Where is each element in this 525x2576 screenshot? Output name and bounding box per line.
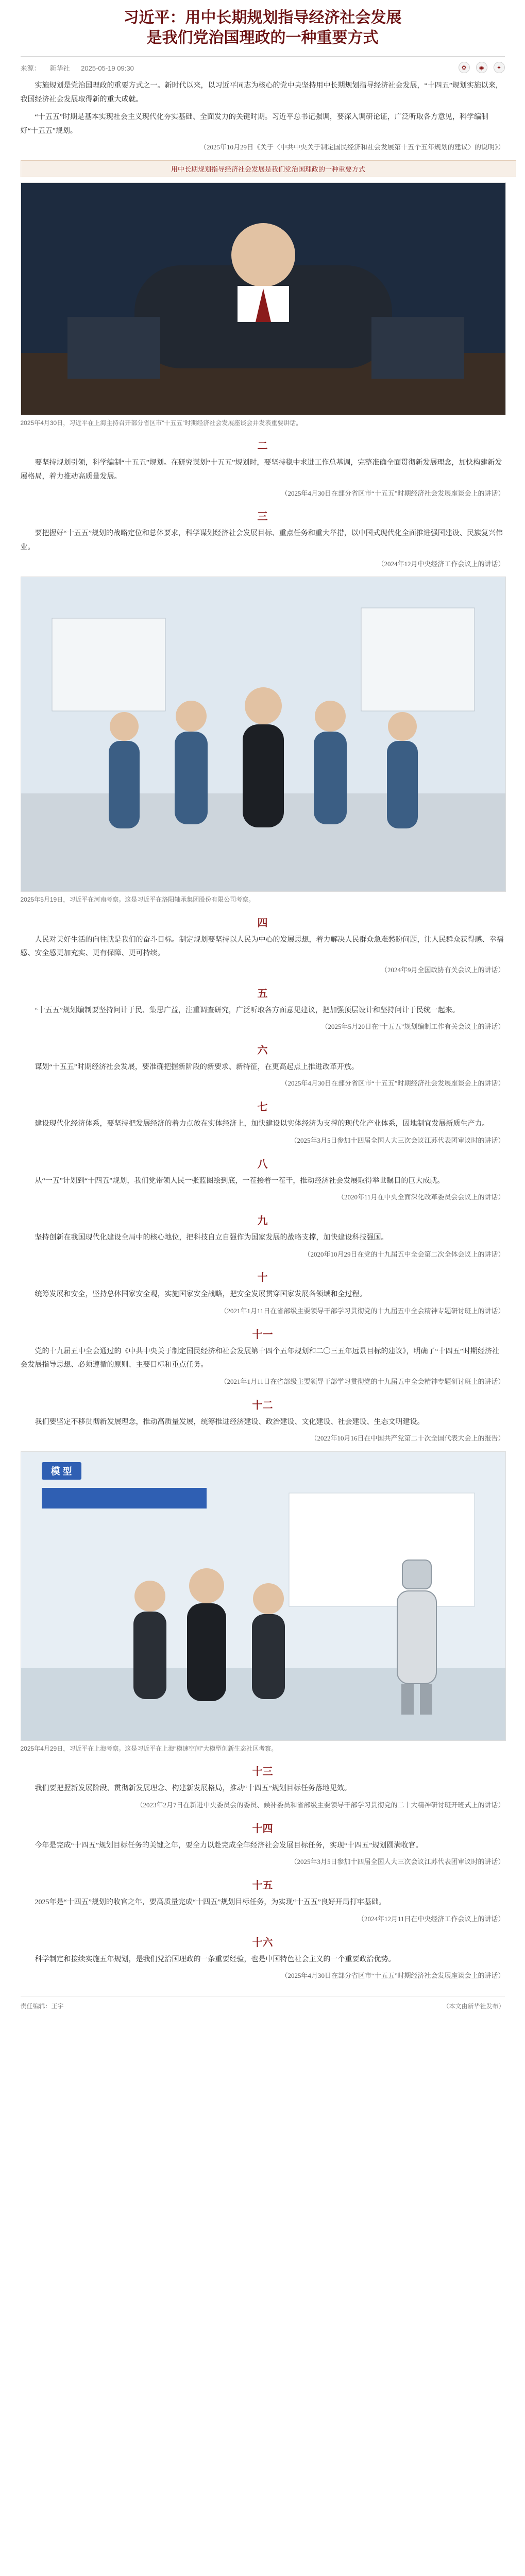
section-num-11: 十一 [252,1329,273,1341]
photo-robot [21,1451,506,1741]
section16-source: （2025年4月30日在部分省区市“十五五”时期经济社会发展座谈会上的讲话） [281,1972,505,1980]
section-num-4: 四 [257,917,268,929]
section-num-12: 十二 [252,1399,273,1411]
section6-para: 谋划“十五五”时期经济社会发展，要准确把握新阶段的新要求、新特征，在更高起点上推进改革开放。 [35,1063,359,1071]
section10-para: 统筹发展和安全，坚持总体国家安全观，实施国家安全战略，把安全发展贯穿国家发展各领域和全过程。 [35,1291,367,1299]
section16-para: 科学制定和接续实施五年规划，是我们党治国理政的一条重要经验，也是中国特色社会主义的一个重要政治优势。 [35,1955,396,1963]
section9-para: 坚持创新在我国现代化建设全局中的核心地位，把科技自立自强作为国家发展的战略支撑，加快建设科技强国。 [35,1234,388,1242]
robot-illustration [21,1452,505,1740]
section3-source: （2024年12月中央经济工作会议上的讲话） [377,560,505,568]
section12-source: （2022年10月16日在中国共产党第二十次全国代表大会上的报告） [310,1434,505,1443]
section-num-7: 七 [257,1101,268,1113]
section5-source: （2025年5月20日在“十五五”规划编制工作有关会议上的讲话） [321,1023,505,1031]
section15-source: （2024年12月11日在中央经济工作会议上的讲话） [357,1914,505,1923]
page-subtitle: 是我们党治国理政的一种重要方式 [146,29,379,46]
intro-source: （2025年10月29日《关于〈中共中央关于制定国民经济和社会发展第十五个五年规划的建议〉的说明》） [199,143,505,151]
section2-source: （2025年4月30日在部分省区市“十五五”时期经济社会发展座谈会上的讲话） [281,489,505,497]
section-num-2: 二 [257,440,268,452]
section15-para: 2025年是“十四五”规划的收官之年，要高质量完成“十四五”规划目标任务，为实现“十五五”良好开局打牢基础。 [35,1899,386,1907]
section4-source: （2024年9月全国政协有关会议上的讲话） [380,965,505,974]
section-num-5: 五 [257,988,268,999]
section-num-14: 十四 [252,1823,273,1835]
section11-source: （2021年1月11日在省部级主要领导干部学习贯彻党的十九届五中全会精神专题研讨班上的讲话） [220,1378,505,1386]
photo-factory [21,577,506,892]
source-name: 新华社 [49,64,70,72]
section10-source: （2021年1月11日在省部级主要领导干部学习贯彻党的十九届五中全会精神专题研讨班上的讲话） [220,1307,505,1315]
source-label: 来源： [20,64,41,72]
section3-para: 要把握好“十五五”规划的战略定位和总体要求，科学谋划经济社会发展目标、重点任务和重大举措，以中国式现代化全面推进强国建设、民族复兴伟业。 [20,530,503,551]
section8-source: （2020年11月在中央全面深化改革委员会会议上的讲话） [337,1193,505,1201]
section-num-6: 六 [257,1044,268,1056]
section4-para: 人民对美好生活的向往就是我们的奋斗目标。制定规划要坚持以人民为中心的发展思想，着力解决人民群众急难愁盼问题，让人民群众获得感、幸福感、安全感更加充实、更有保障、更可持续。 [20,936,504,958]
article-meta [21,56,505,73]
section-num-3: 三 [257,511,268,523]
share-wechat-icon[interactable]: ◉ [476,62,487,73]
section-num-8: 八 [257,1158,268,1170]
article-footer [21,1996,505,2010]
topic-banner: 用中长期规划指导经济社会发展是我们党治国理政的一种重要方式 [21,160,516,177]
share-qq-icon[interactable]: ✦ [494,62,505,73]
editor-name: 责任编辑：王宇 [20,2002,64,2010]
section14-para: 今年是完成“十四五”规划目标任务的关键之年，要全力以赴完成全年经济社会发展目标任务，实现“十四五”规划圆满收官。 [35,1841,423,1850]
section8-para: 从“一五”计划到“十四五”规划，我们党带领人民一张蓝图绘到底，一茬接着一茬干，推动经济社会发展取得举世瞩目的巨大成就。 [35,1177,445,1185]
publish-time: 2025-05-19 09:30 [81,64,134,72]
footer-tail: （本文由新华社发布） [443,2002,505,2010]
section14-source: （2025年3月5日参加十四届全国人大三次会议江苏代表团审议时的讲话） [290,1858,505,1866]
section13-para: 我们要把握新发展阶段、贯彻新发展理念、构建新发展格局，推动“十四五”规划目标任务落地见效。 [35,1785,351,1793]
share-bar [459,62,505,73]
section5-para: “十五五”规划编制要坚持问计于民、集思广益，注重调查研究，广泛听取各方面意见建议，把加强顶层设计和坚持问计于民统一起来。 [35,1006,460,1014]
title-block [0,0,525,51]
photo1-caption: 2025年4月30日，习近平在上海主持召开部分省区市“十五五”时期经济社会发展座谈会并发表重要讲话。 [20,419,302,427]
section-num-9: 九 [257,1215,268,1227]
article-content [21,79,505,1981]
photo3-sign: 模 型 [42,1462,81,1480]
section7-para: 建设现代化经济体系，要坚持把发展经济的着力点放在实体经济上，加快建设以实体经济为支撑的现代化产业体系，因地制宜发展新质生产力。 [35,1120,489,1128]
page-title: 习近平：用中长期规划指导经济社会发展 [123,9,402,26]
meta-left [21,63,143,73]
factory-illustration [21,577,505,891]
section7-source: （2025年3月5日参加十四届全国人大三次会议江苏代表团审议时的讲话） [290,1136,505,1144]
section-num-15: 十五 [252,1880,273,1892]
intro-para-1: 实施规划是党治国理政的重要方式之一。新时代以来，以习近平同志为核心的党中央坚持用中长期规划指导经济社会发展，“十四五”规划实施以来，我国经济社会发展取得新的重大成就。 [20,82,503,104]
section6-source: （2025年4月30日在部分省区市“十五五”时期经济社会发展座谈会上的讲话） [281,1079,505,1088]
share-weibo-icon[interactable]: ✿ [459,62,470,73]
section-num-10: 十 [257,1272,268,1284]
section12-para: 我们要坚定不移贯彻新发展理念，推动高质量发展，统筹推进经济建设、政治建设、文化建设、社会建设、生态文明建设。 [35,1418,425,1426]
meeting-illustration [21,183,505,415]
section11-para: 党的十九届五中全会通过的《中共中央关于制定国民经济和社会发展第十四个五年规划和二〇三五年远景目标的建议》，明确了“十四五”时期经济社会发展指导思想、必须遵循的原则、主要目标和重点任务。 [20,1347,499,1369]
photo-meeting [21,182,506,415]
section9-source: （2020年10月29日在党的十九届五中全会第二次全体会议上的讲话） [303,1250,505,1258]
photo2-caption: 2025年5月19日，习近平在河南考察。这是习近平在洛阳轴承集团股份有限公司考察。 [20,896,255,904]
section-num-13: 十三 [252,1766,273,1778]
section-num-16: 十六 [252,1937,273,1948]
section2-para: 要坚持规划引领，科学编制“十五五”规划。在研究谋划“十五五”规划时，要坚持稳中求进工作总基调，完整准确全面贯彻新发展理念，加快构建新发展格局，着力推动高质量发展。 [20,459,502,481]
section13-source: （2023年2月7日在新进中央委员会的委员、候补委员和省部级主要领导干部学习贯彻党的二十大精神研讨班开班式上的讲话） [136,1801,505,1809]
intro-para-2: “十五五”时期是基本实现社会主义现代化夯实基础、全面发力的关键时期。习近平总书记强调，要深入调研论证，广泛听取各方意见，科学编制好“十五五”规划。 [20,113,488,135]
photo3-caption: 2025年4月29日，习近平在上海考察。这是习近平在上海“模速空间”大模型创新生态社区考察。 [20,1745,278,1753]
